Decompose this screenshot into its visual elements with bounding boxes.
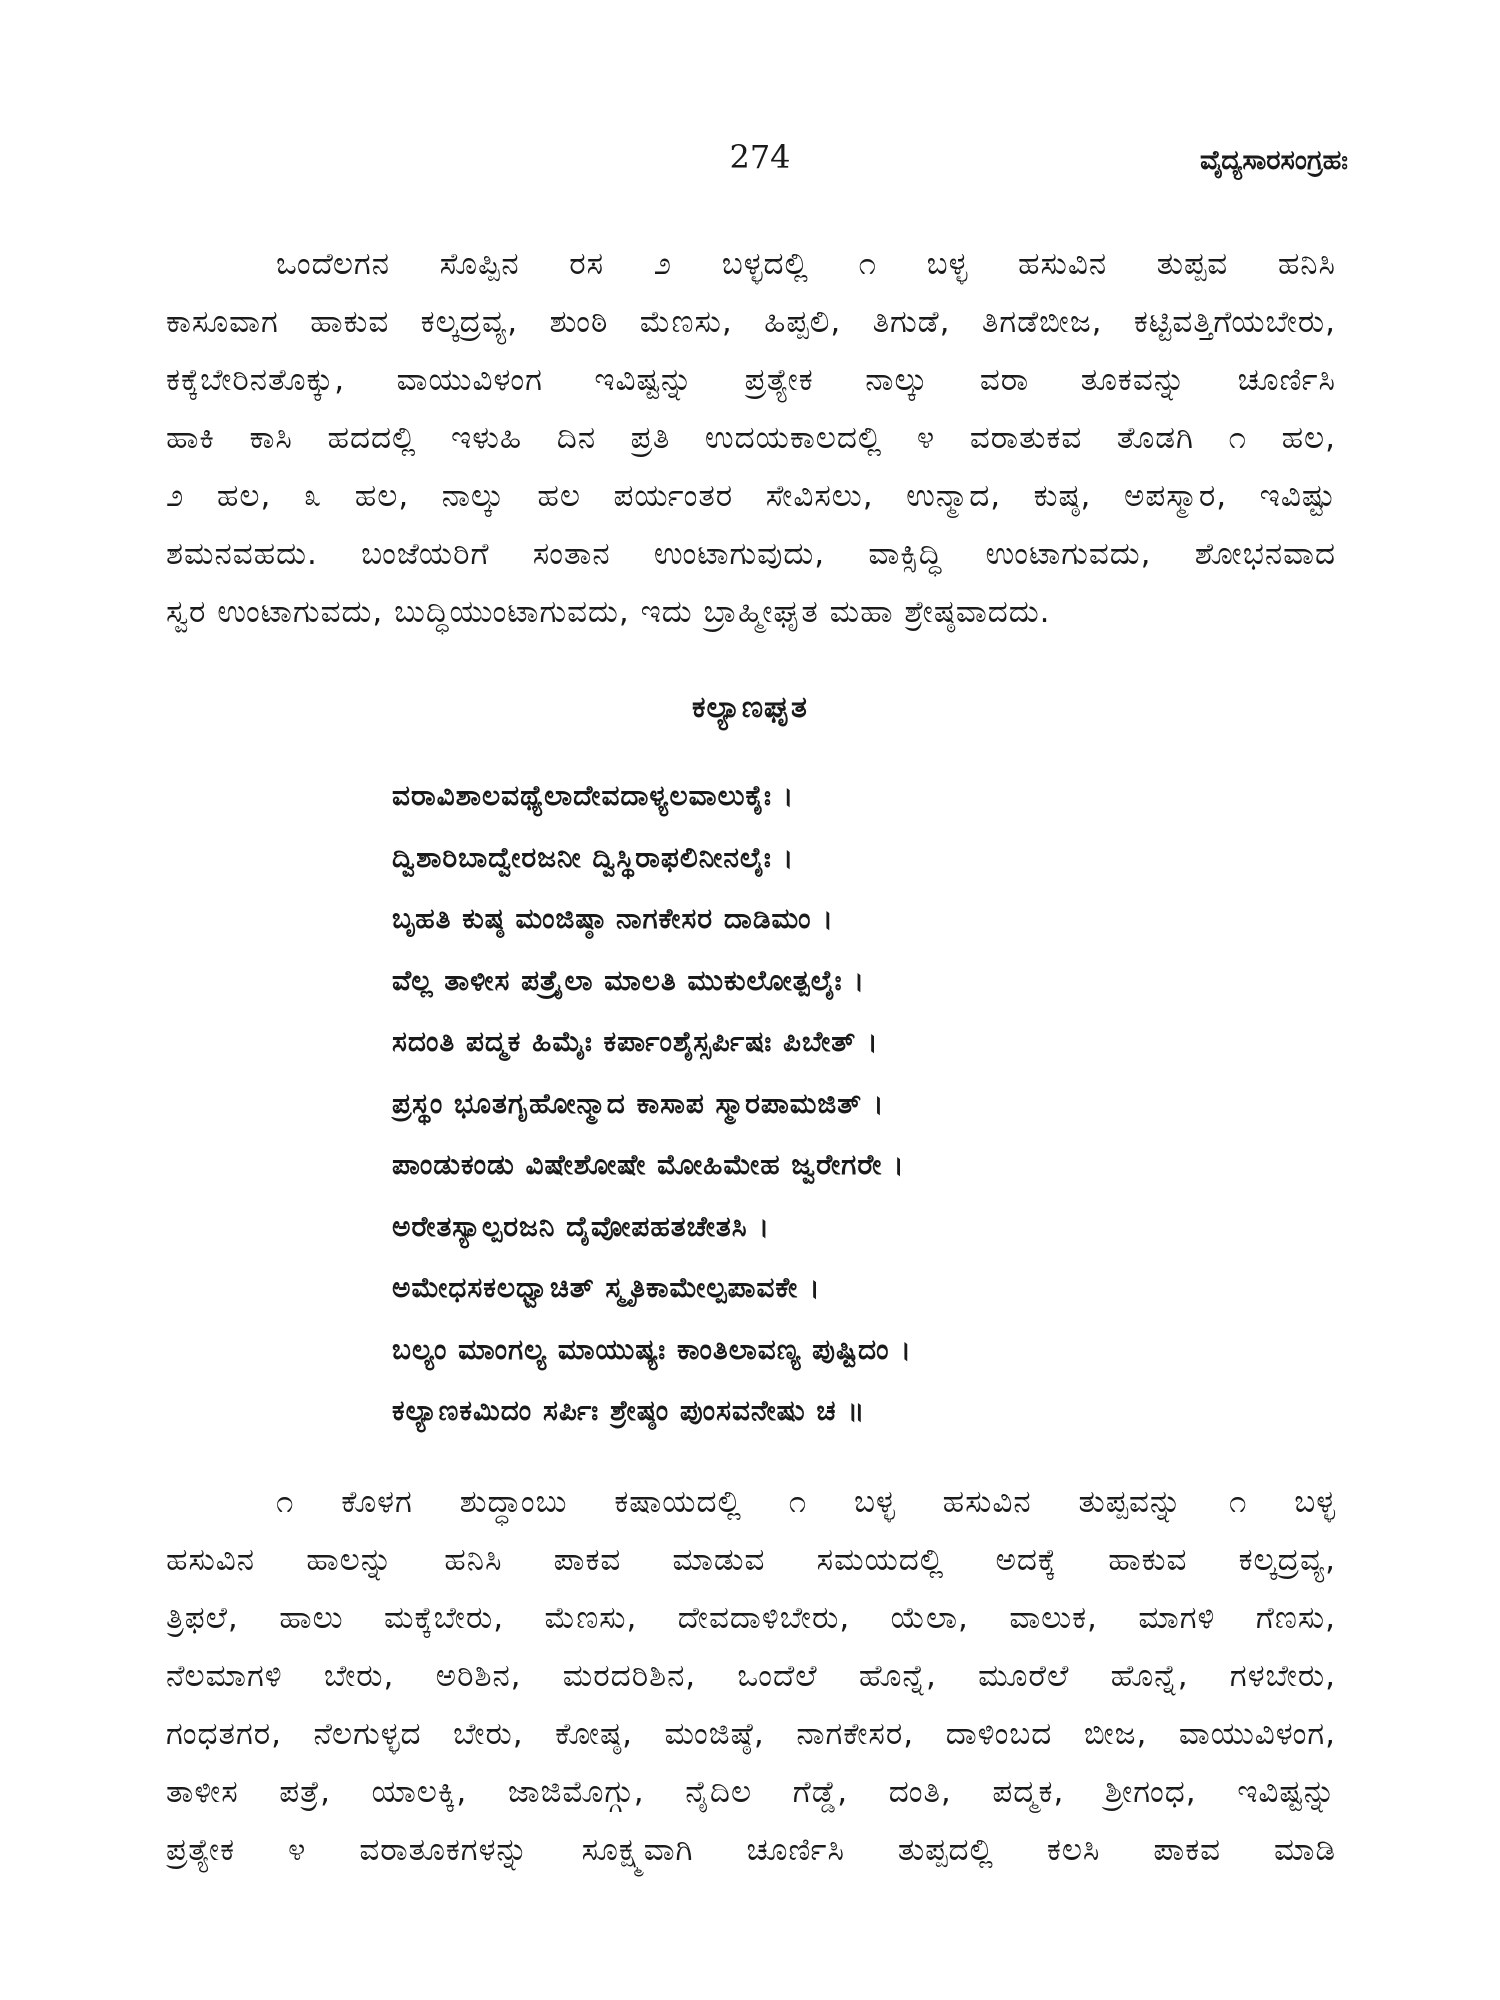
sanskrit-verse — [392, 765, 1112, 1442]
text-line: ಸ್ವರ ಉಂಟಾಗುವದು, ಬುದ್ಧಿಯುಂಟಾಗುವದು, ಇದು ಬ್ರಾಹ್ಮೀಘೃತ ಮಹಾ ಶ್ರೇಷ್ಠವಾದದು. — [166, 594, 1051, 630]
verse-line: ಕಲ್ಯಾಣಕಮಿದಂ ಸರ್ಪಿಃ ಶ್ರೇಷ್ಠಂ ಪುಂಸವನೇಷು ಚ ॥ — [392, 1394, 866, 1427]
verse-line: ವರಾವಿಶಾಲವಥ್ಯೆಲಾದೇವದಾಳ್ಯಲವಾಲುಕೈಃ । — [392, 779, 795, 812]
text-line: ಒಂದೆಲಗನ ಸೊಪ್ಪಿನ ರಸ ೨ ಬಳ್ಳದಲ್ಲಿ ೧ ಬಳ್ಳ ಹಸುವಿನ ತುಪ್ಪವ ಹನಿಸಿ — [276, 246, 1336, 282]
text-line: ಕಕ್ಕೆಬೇರಿನತೊಕ್ಕು, ವಾಯುವಿಳಂಗ ಇವಿಷ್ಟನ್ನು ಪ್ರತ್ಯೇಕ ನಾಲ್ಕು ವರಾ ತೂಕವನ್ನು ಚೂರ್ಣಿಸಿ — [166, 362, 1336, 398]
text-line: ೧ ಕೊಳಗ ಶುದ್ಧಾಂಬು ಕಷಾಯದಲ್ಲಿ ೧ ಬಳ್ಳ ಹಸುವಿನ ತುಪ್ಪವನ್ನು ೧ ಬಳ್ಳ — [276, 1484, 1336, 1520]
text-line: ಗಂಧತಗರ, ನೆಲಗುಳ್ಳದ ಬೇರು, ಕೋಷ್ಠ, ಮಂಜಿಷ್ಠೆ, ನಾಗಕೇಸರ, ದಾಳಿಂಬದ ಬೀಜ, ವಾಯುವಿಳಂಗ, — [166, 1716, 1336, 1752]
text-line: ಶಮನವಹದು. ಬಂಜೆಯರಿಗೆ ಸಂತಾನ ಉಂಟಾಗುವುದು, ವಾಕ್ಸಿದ್ಧಿ ಉಂಟಾಗುವದು, ಶೋಭನವಾದ — [166, 536, 1336, 572]
text-line: ತಾಳೀಸ ಪತ್ರೆ, ಯಾಲಕ್ಕಿ, ಜಾಜಿಮೊಗ್ಗು, ನೈದಿಲ ಗೆಡ್ಡೆ, ದಂತಿ, ಪದ್ಮಕ, ಶ್ರೀಗಂಧ, ಇವಿಷ್ಟನ್ನು — [166, 1774, 1336, 1810]
paragraph-kalyana-ghrita-method — [166, 1473, 1336, 1879]
verse-line: ಅಮೇಧಸಕಲಧ್ವಾಚಿತ್ ಸ್ಮೃತಿಕಾಮೇಲ್ಪಪಾವಕೇ । — [392, 1271, 821, 1304]
text-line: ಹಾಕಿ ಕಾಸಿ ಹದದಲ್ಲಿ ಇಳುಹಿ ದಿನ ಪ್ರತಿ ಉದಯಕಾಲದಲ್ಲಿ ೪ ವರಾತುಕವ ತೊಡಗಿ ೧ ಹಲ, — [166, 420, 1336, 456]
page-number: 274 — [729, 138, 791, 176]
running-title: ವೈದ್ಯಸಾರಸಂಗ್ರಹಃ — [1199, 145, 1348, 176]
verse-line: ಪ್ರಸ್ಥಂ ಭೂತಗೃಹೋನ್ಮಾದ ಕಾಸಾಪ ಸ್ಮಾರಪಾಮಜಿತ್ । — [392, 1086, 885, 1120]
paragraph-brahmi-ghrita — [166, 235, 1336, 641]
verse-line: ಅರೇತಸ್ಯಾಲ್ಪರಜನಿ ದೈವೋಪಹತಚೇತಸಿ । — [392, 1209, 771, 1243]
verse-line: ಸದಂತಿ ಪದ್ಮಕ ಹಿಮೈಃ ಕರ್ಪಾಂಶೈಸ್ಸರ್ಪಿಷಃ ಪಿಬೇತ್ । — [392, 1025, 879, 1058]
text-line: ಪ್ರತ್ಯೇಕ ೪ ವರಾತೂಕಗಳನ್ನು ಸೂಕ್ಷ್ಮವಾಗಿ ಚೂರ್ಣಿಸಿ ತುಪ್ಪದಲ್ಲಿ ಕಲಸಿ ಪಾಕವ ಮಾಡಿ — [166, 1832, 1336, 1868]
text-line: ಹಸುವಿನ ಹಾಲನ್ನು ಹನಿಸಿ ಪಾಕವ ಮಾಡುವ ಸಮಯದಲ್ಲಿ ಅದಕ್ಕೆ ಹಾಕುವ ಕಲ್ಕದ್ರವ್ಯ, — [166, 1542, 1336, 1578]
verse-line: ವೆಲ್ಲ ತಾಳೀಸ ಪತ್ರೈಲಾ ಮಾಲತಿ ಮುಕುಲೋತ್ಪಲೈಃ । — [392, 963, 866, 997]
verse-line: ದ್ವಿಶಾರಿಬಾದ್ವೇರಜನೀ ದ್ವಿಸ್ಥಿರಾಫಲಿನೀನಲೈಃ । — [392, 840, 795, 874]
verse-line: ಬಲ್ಯಂ ಮಾಂಗಲ್ಯ ಮಾಯುಷ್ಯಃ ಕಾಂತಿಲಾವಣ್ಯ ಪುಷ್ಟಿದಂ । — [392, 1332, 912, 1366]
verse-line: ಪಾಂಡುಕಂಡು ವಿಷೇಶೋಷೇ ಮೋಹಿಮೇಹ ಜ್ವರೇಗರೇ । — [392, 1148, 905, 1181]
verse-line: ಬೃಹತಿ ಕುಷ್ಠ ಮಂಜಿಷ್ಠಾ ನಾಗಕೇಸರ ದಾಡಿಮಂ । — [392, 902, 834, 935]
text-line: ತ್ರಿಫಲೆ, ಹಾಲು ಮಕ್ಕೆಬೇರು, ಮೆಣಸು, ದೇವದಾಳಿಬೇರು, ಯೆಲಾ, ವಾಲುಕ, ಮಾಗಳಿ ಗೆಣಸು, — [166, 1600, 1336, 1636]
text-line: ನೆಲಮಾಗಳಿ ಬೇರು, ಅರಿಶಿನ, ಮರದರಿಶಿನ, ಒಂದೆಲೆ ಹೊನ್ನೆ, ಮೂರೆಲೆ ಹೊನ್ನೆ, ಗಳಬೇರು, — [166, 1658, 1336, 1694]
text-line: ಕಾಸೂವಾಗ ಹಾಕುವ ಕಲ್ಕದ್ರವ್ಯ, ಶುಂಠಿ ಮೆಣಸು, ಹಿಪ್ಪಲಿ, ತಿಗುಡೆ, ತಿಗಡೆಬೀಜ, ಕಟ್ಟಿವತ್ತಿಗೆಯಬೇರು, — [166, 304, 1336, 340]
text-line: ೨ ಹಲ, ೩ ಹಲ, ನಾಲ್ಕು ಹಲ ಪರ್ಯಂತರ ಸೇವಿಸಲು, ಉನ್ಮಾದ, ಕುಷ್ಠ, ಅಪಸ್ಮಾರ, ಇವಿಷ್ಟು — [166, 478, 1336, 514]
section-heading: ಕಲ್ಯಾಣಘೃತ — [692, 690, 808, 725]
